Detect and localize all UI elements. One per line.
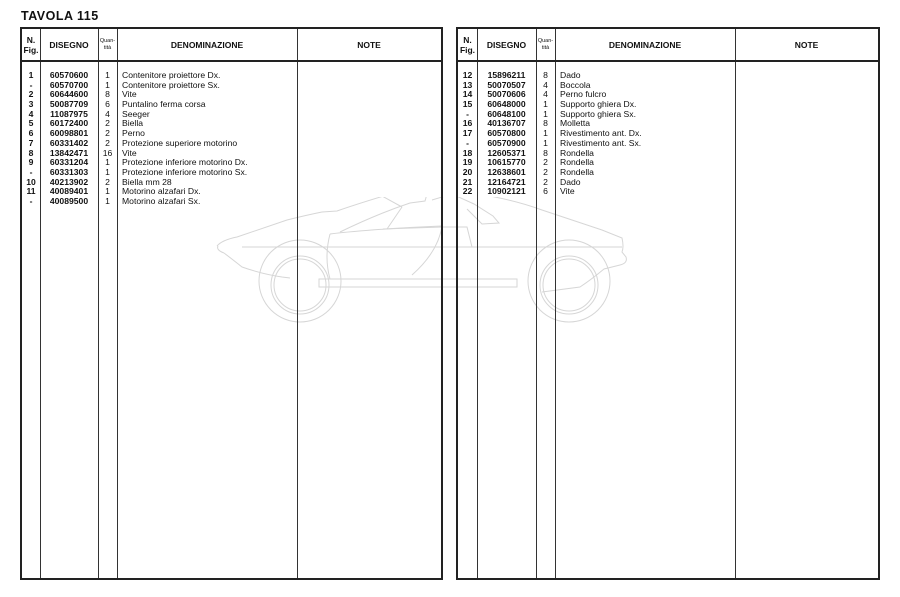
cell-quantita: 2 [543, 176, 548, 187]
cell-fig: 5 [28, 118, 34, 129]
cell-denominazione: Protezione superiore motorino [122, 137, 238, 148]
table-body [458, 71, 878, 197]
cell-quantita: 1 [105, 157, 110, 168]
cell-quantita: 4 [543, 89, 548, 100]
table-header [458, 29, 878, 62]
cell-fig: - [466, 137, 469, 148]
cell-denominazione: Biella mm 28 [122, 176, 172, 187]
header-denominazione: DENOMINAZIONE [170, 39, 244, 50]
table-row [22, 197, 441, 207]
cell-disegno: 60172400 [49, 118, 89, 129]
cell-quantita: 2 [105, 176, 110, 187]
cell-denominazione: Vite [122, 89, 137, 100]
parts-table-left [20, 27, 443, 580]
cell-denominazione: Rondella [560, 147, 594, 158]
header-qty-line2: tità [103, 44, 112, 51]
header-qty-line2: tità [541, 44, 550, 51]
cell-denominazione: Boccola [560, 79, 591, 90]
cell-fig: 15 [462, 99, 473, 110]
cell-fig: - [29, 166, 33, 177]
cell-disegno: 40089401 [49, 186, 89, 197]
cell-quantita: 1 [105, 186, 110, 197]
cell-disegno: 10902121 [487, 186, 526, 197]
parts-table-right [456, 27, 880, 580]
cell-quantita: 6 [105, 99, 110, 110]
cell-disegno: 60331204 [49, 157, 89, 168]
cell-disegno: 60644600 [49, 89, 89, 100]
cell-denominazione: Perno fulcro [560, 89, 607, 100]
table-row [458, 187, 878, 197]
cell-denominazione: Supporto ghiera Dx. [560, 99, 637, 110]
header-quantita [536, 29, 555, 60]
cell-fig: 18 [462, 147, 473, 158]
cell-fig: 12 [462, 70, 473, 80]
cell-quantita: 16 [102, 147, 113, 158]
cell-denominazione: Motorino alzafari Sx. [122, 195, 201, 206]
cell-denominazione: Vite [122, 147, 137, 158]
cell-quantita: 2 [105, 128, 110, 139]
cell-denominazione: Vite [560, 186, 575, 197]
header-quantita [98, 29, 117, 60]
cell-quantita: 6 [543, 186, 548, 197]
header-note: NOTE [357, 39, 381, 50]
cell-fig: 17 [462, 128, 473, 139]
cell-disegno: 60570800 [487, 128, 526, 139]
cell-disegno: 60648100 [487, 108, 526, 119]
cell-fig: 3 [28, 99, 34, 110]
cell-disegno: 60570700 [49, 79, 89, 90]
cell-denominazione: Biella [122, 118, 144, 129]
cell-quantita: 4 [105, 108, 110, 119]
cell-fig: 13 [462, 79, 473, 90]
cell-fig: 20 [462, 166, 473, 177]
cell-disegno: 60570900 [487, 137, 526, 148]
cell-disegno: 12164721 [487, 176, 526, 187]
cell-fig: 16 [462, 118, 473, 129]
cell-denominazione: Seeger [122, 108, 150, 119]
cell-quantita: 1 [543, 128, 548, 139]
header-fig-line1: N. [26, 34, 36, 45]
cell-quantita: 4 [543, 79, 548, 90]
cell-denominazione: Contenitore proiettore Sx. [122, 79, 220, 90]
cell-quantita: 1 [105, 70, 110, 80]
cell-quantita: 1 [105, 195, 110, 206]
header-qty-line1: Quan- [99, 37, 116, 44]
cell-disegno: 40089500 [49, 195, 89, 206]
header-fig-line2: Fig. [459, 44, 476, 55]
cell-fig: 9 [28, 157, 34, 168]
cell-fig: 14 [462, 89, 473, 100]
cell-denominazione: Protezione inferiore motorino Dx. [122, 157, 248, 168]
cell-disegno: 10615770 [487, 157, 526, 168]
cell-disegno: 15896211 [487, 70, 526, 80]
cell-disegno: 50070606 [487, 89, 526, 100]
cell-denominazione: Supporto ghiera Sx. [560, 108, 636, 119]
cell-fig: 8 [28, 147, 34, 158]
cell-denominazione: Rondella [560, 166, 594, 177]
cell-quantita: 8 [543, 70, 548, 80]
cell-quantita: 2 [543, 157, 548, 168]
cell-fig: 19 [462, 157, 473, 168]
cell-quantita: 8 [105, 89, 110, 100]
cell-denominazione: Motorino alzafari Dx. [122, 186, 201, 197]
header-denominazione: DENOMINAZIONE [608, 39, 682, 50]
cell-disegno: 60098801 [49, 128, 89, 139]
cell-quantita: 2 [105, 137, 110, 148]
cell-disegno: 60331402 [49, 137, 89, 148]
cell-quantita: 1 [543, 137, 548, 148]
cell-denominazione: Rivestimento ant. Dx. [560, 128, 642, 139]
header-fig-line2: Fig. [23, 44, 39, 55]
cell-fig: 21 [462, 176, 473, 187]
cell-denominazione: Molletta [560, 118, 591, 129]
cell-denominazione: Rivestimento ant. Sx. [560, 137, 642, 148]
cell-disegno: 13842471 [49, 147, 89, 158]
cell-denominazione: Dado [560, 176, 581, 187]
cell-disegno: 40136707 [487, 118, 526, 129]
cell-denominazione: Perno [122, 128, 145, 139]
cell-fig: 10 [26, 176, 36, 187]
header-disegno: DISEGNO [486, 39, 527, 50]
cell-disegno: 60648000 [487, 99, 526, 110]
cell-fig: 1 [28, 70, 34, 80]
cell-quantita: 2 [105, 118, 110, 129]
cell-disegno: 50087709 [49, 99, 89, 110]
cell-fig: - [466, 108, 469, 119]
cell-disegno: 60331303 [49, 166, 89, 177]
cell-quantita: 1 [543, 99, 548, 110]
header-qty-line1: Quan- [537, 37, 554, 44]
header-note: NOTE [794, 39, 819, 50]
cell-fig: 11 [26, 186, 36, 197]
cell-denominazione: Rondella [560, 157, 594, 168]
cell-fig: 22 [462, 186, 473, 197]
cell-quantita: 1 [105, 79, 110, 90]
cell-denominazione: Puntalino ferma corsa [122, 99, 206, 110]
cell-denominazione: Dado [560, 70, 581, 80]
cell-fig: 4 [28, 108, 34, 119]
cell-fig: - [29, 79, 33, 90]
cell-disegno: 11087975 [50, 108, 88, 119]
table-body [22, 71, 441, 207]
cell-quantita: 1 [105, 166, 110, 177]
cell-denominazione: Protezione inferiore motorino Sx. [122, 166, 248, 177]
cell-fig: 2 [28, 89, 34, 100]
cell-disegno: 50070507 [487, 79, 526, 90]
header-fig [22, 29, 40, 60]
cell-fig: 6 [28, 128, 34, 139]
cell-disegno: 60570600 [49, 70, 89, 80]
header-fig-line1: N. [463, 34, 472, 45]
table-header [22, 29, 441, 62]
header-disegno: DISEGNO [49, 39, 89, 50]
cell-fig: - [29, 195, 33, 206]
cell-fig: 7 [28, 137, 34, 148]
page-title: TAVOLA 115 [21, 9, 99, 23]
cell-quantita: 1 [543, 108, 548, 119]
cell-disegno: 40213902 [49, 176, 89, 187]
header-fig [458, 29, 477, 60]
cell-denominazione: Contenitore proiettore Dx. [122, 70, 221, 80]
cell-quantita: 8 [543, 147, 548, 158]
cell-quantita: 8 [543, 118, 548, 129]
cell-disegno: 12638601 [487, 166, 526, 177]
cell-quantita: 2 [543, 166, 548, 177]
cell-disegno: 12605371 [487, 147, 526, 158]
